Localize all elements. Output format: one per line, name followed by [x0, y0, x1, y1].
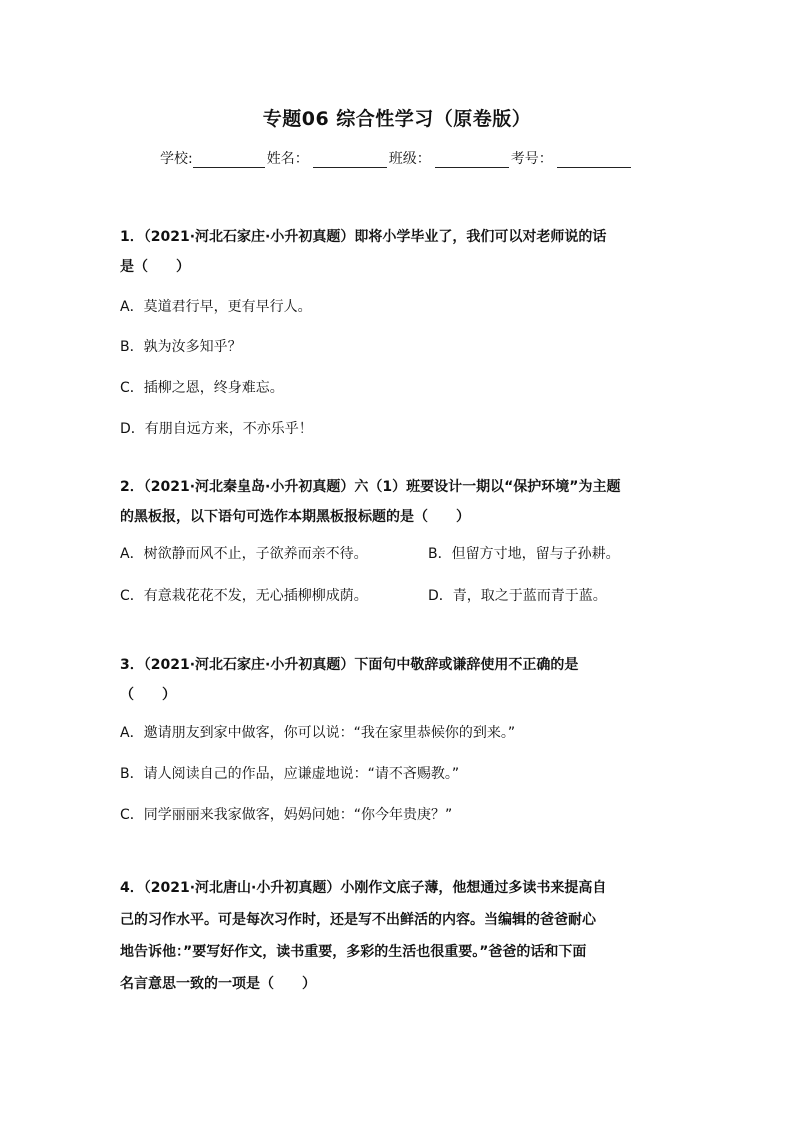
class-blank[interactable]	[435, 151, 509, 168]
page-title: 专题06 综合性学习（原卷版）	[262, 108, 532, 130]
class-label: 班级：	[388, 151, 431, 167]
question-2-option-d: D．青，取之于蓝而青于蓝。	[428, 588, 607, 604]
question-1-option-c: C．插柳之恩，终身难忘。	[120, 380, 284, 396]
question-2-stem-line-2: 的黑板报，以下语句可选作本期黑板报标题的是（ ）	[120, 509, 470, 525]
name-label: 姓名：	[266, 151, 309, 167]
question-2-option-b: B．但留方寸地，留与子孙耕。	[428, 546, 620, 562]
question-2-stem-line-1: 2．（2021·河北秦皇岛·小升初真题）六（1）班要设计一期以“保护环境”为主题	[120, 479, 621, 495]
question-1-option-b: B．孰为汝多知乎？	[120, 339, 242, 355]
name-blank[interactable]	[313, 151, 387, 168]
question-1-option-a: A．莫道君行早，更有早行人。	[120, 299, 312, 315]
question-2-option-a: A．树欲静而风不止，子欲养而亲不待。	[120, 546, 368, 562]
question-4-stem-line-4: 名言意思一致的一项是（ ）	[120, 976, 316, 992]
school-label: 学校:	[160, 151, 193, 167]
question-3-stem-line-2: （ ）	[120, 687, 176, 703]
student-info-line	[160, 148, 633, 168]
question-3-option-c: C．同学丽丽来我家做客，妈妈问她：“你今年贵庚？”	[120, 807, 453, 823]
question-3-stem-line-1: 3．（2021·河北石家庄·小升初真题）下面句中敬辞或谦辞使用不正确的是	[120, 657, 579, 673]
exam-number-label: 考号：	[510, 151, 553, 167]
exam-number-blank[interactable]	[557, 151, 631, 168]
question-4-stem-line-3: 地告诉他：”要写好作文，读书重要，多彩的生活也很重要。”爸爸的话和下面	[120, 944, 587, 960]
question-1-option-d: D．有朋自远方来，不亦乐乎！	[120, 421, 313, 437]
question-4-stem-line-1: 4．（2021·河北唐山·小升初真题）小刚作文底子薄，他想通过多读书来提高自	[120, 880, 607, 896]
question-2-option-c: C．有意栽花花不发，无心插柳柳成荫。	[120, 588, 368, 604]
question-3-option-a: A．邀请朋友到家中做客，你可以说：“我在家里恭候你的到来。”	[120, 725, 516, 741]
question-1-stem-line-1: 1．（2021·河北石家庄·小升初真题）即将小学毕业了，我们可以对老师说的话	[120, 229, 607, 245]
question-1-stem-line-2: 是（ ）	[120, 259, 190, 275]
question-3-option-b: B．请人阅读自己的作品，应谦虚地说：“请不吝赐教。”	[120, 766, 460, 782]
question-4-stem-line-2: 己的习作水平。可是每次习作时，还是写不出鲜活的内容。当编辑的爸爸耐心	[120, 912, 596, 928]
school-blank[interactable]	[193, 151, 265, 168]
